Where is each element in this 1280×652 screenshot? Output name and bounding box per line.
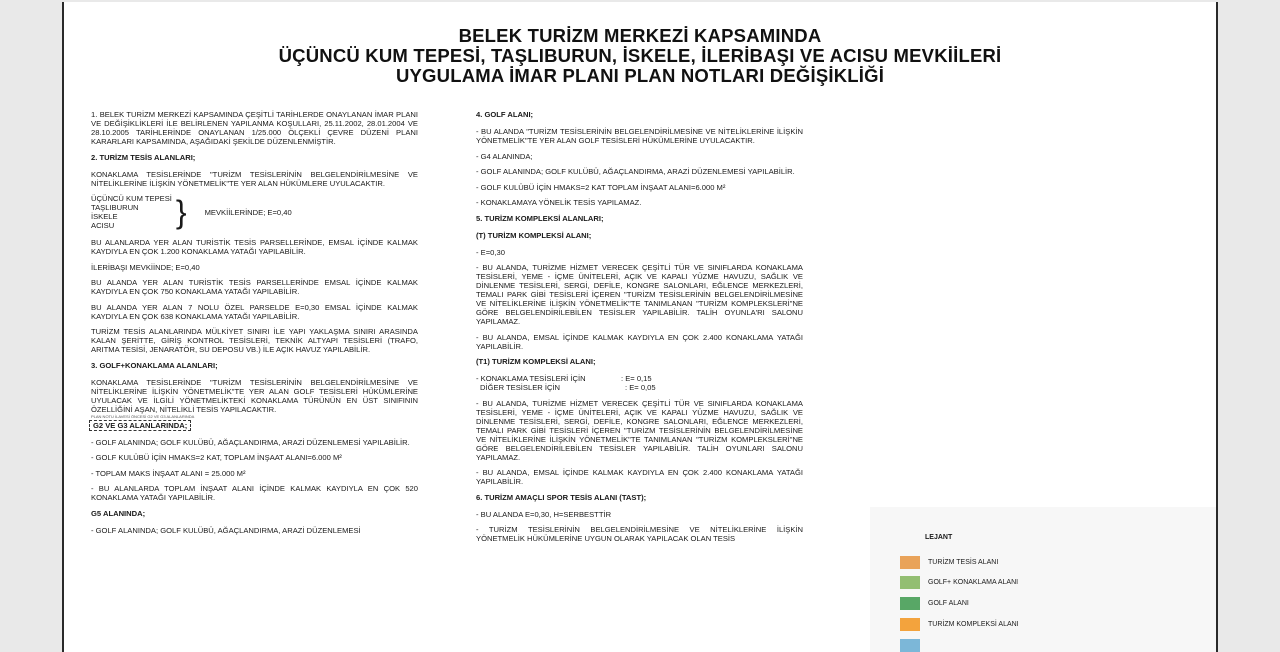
legend-swatch xyxy=(900,618,920,631)
legend-swatch xyxy=(900,556,920,569)
note-t1-description: - BU ALANDA, TURİZME HİZMET VERECEK ÇEŞİTLİ TÜR VE SINIFLARDA KONAKLAMA TESİSLERİ, YEME - İÇME ÜNİTELERİ, AÇIK VE KAPALI YÜZME HAVUZU, SAĞLIK VE DİNLENME TESİSLERİ, SERGİ, DEFİLE, KONGRE SALONLARI, EĞLENCE MERKEZLERİ, TEMALI PARK GİBİ TESİSLERİ İÇEREN "TURİZM TESİSLERİNİN BELGELENDİRİLMESİNE VE NİTELİKLERİNE İLİŞKİN YÖNETMELİK"TE TANIMLANAN "TURİZM KOMPLEKSLERİ"NE GÖRE BELGELENDİRİLEBİLEN TESİSLER YAPILABİLİR. TALİH OYUNLARI SALONU YAPILAMAZ. xyxy=(476,398,803,462)
note-total-area: - TOPLAM MAKS İNŞAAT ALANI = 25.000 M² xyxy=(91,468,246,478)
legend-label: GOLF ALANI xyxy=(928,599,969,607)
legend-swatch xyxy=(900,639,920,652)
t1-ratio-row xyxy=(476,383,803,392)
note-t-emsal: - E=0,30 xyxy=(476,247,505,257)
legend-item xyxy=(900,575,1018,589)
note-golf-club-height: - GOLF KULÜBÜ İÇİN HMAKS=2 KAT, TOPLAM İNŞAAT ALANI=6.000 M² xyxy=(91,453,342,462)
section-heading-6: 6. TURİZM AMAÇLI SPOR TESİS ALANI (TAST); xyxy=(476,492,647,502)
note-ileribasi: İLERİBAŞI MEVKİİNDE; E=0,40 xyxy=(91,262,200,272)
legend-label: GOLF+ KONAKLAMA ALANI xyxy=(928,578,1019,586)
note-setback: TURİZM TESİS ALANLARINDA MÜLKİYET SINIRI İLE YAPI YAKLAŞMA SINIRI ARASINDA KALAN ŞERİTTE, GİRİŞ KONTROL TESİSLERİ, TEKNİK ALTYAPI TESİSLERİ (TRAFO, ARITMA TESİSİ, JENARATÖR, SU DEPOSU VB.) İLE AÇIK HAVUZ YAPILABİLİR. xyxy=(91,327,418,354)
legend-item xyxy=(900,555,998,569)
legend-swatch xyxy=(900,597,920,610)
note-t1-beds: - BU ALANDA, EMSAL İÇİNDE KALMAK KAYDIYLA EN ÇOK 2.400 KONAKLAMA YATAĞI YAPILABİLİR. xyxy=(476,468,803,486)
legend-label: TURİZM KOMPLEKSİ ALANI xyxy=(928,620,1019,628)
note-golf-club: - GOLF ALANINDA; GOLF KULÜBÜ, AĞAÇLANDIRMA, ARAZİ DÜZENLEMESİ YAPILABİLİR. xyxy=(91,437,410,447)
note-parcel-7: BU ALANDA YER ALAN 7 NOLU ÖZEL PARSELDE E=0,30 EMSAL İÇİNDE KALMAK KAYDIYLA EN ÇOK 638 KONAKLAMA YATAĞI YAPILABİLİR. xyxy=(91,302,418,321)
g5-heading: G5 ALANINDA; xyxy=(91,508,146,518)
legend-title: LEJANT xyxy=(925,534,953,541)
note-t-description: - BU ALANDA, TURİZME HİZMET VERECEK ÇEŞİTLİ TÜR VE SINIFLARDA KONAKLAMA TESİSLERİ, YEME - İÇME ÜNİTELERİ, AÇIK VE KAPALI YÜZME HAVUZU, SAĞLIK VE DİNLENME TESİSLERİ, SERGİ, DEFİLE, KONGRE SALONLARI, EĞLENCE MERKEZLERİ, TEMALI PARK GİBİ TESİSLERİ İÇEREN "TURİZM TESİSLERİNİN BELGELENDİRİLMESİNE VE NİTELİKLERİNE İLİŞKİN YÖNETMELİK"TE TANIMLANAN "TURİZM KOMPLEKSLERİ"NE GÖRE BELGELENDİRİLEBİLEN TESİSLER YAPILABİLİR. TALİH OYUNLA'RI SALONU YAPILAMAZ. xyxy=(476,263,803,326)
note-beds-1200: BU ALANLARDA YER ALAN TURİSTİK TESİS PARSELLERİNDE, EMSAL İÇİNDE KALMAK KAYDIYLA EN ÇOK 1.200 KONAKLAMA YATAĞI YAPILABİLİR. xyxy=(91,238,418,256)
t1-ratio-label: - KONAKLAMA TESİSLERİ İÇİN xyxy=(476,374,586,383)
legend-item xyxy=(900,596,969,610)
note-golf-accommodation: KONAKLAMA TESİSLERİNDE "TURİZM TESİSLERİNİN BELGELENDİRİLMESİNE VE NİTELİKLERİNE İLİŞKİN YÖNETMELİK"TE YER ALAN GOLF TESİSLERİ HÜKÜMLERİNE UYULACAK VE İLGİLİ YÖNETMELİKTEKİ KONAKLAMA TÜRÜNÜN EN ÜST SINIFININ ÖZELLİĞİNİ AŞAN, NİTELİKLİ TESİS YAPILACAKTIR. xyxy=(91,377,418,414)
legend-label: TURİZM TESİS ALANI xyxy=(928,558,999,566)
note-t-beds: - BU ALANDA, EMSAL İÇİNDE KALMAK KAYDIYLA EN ÇOK 2.400 KONAKLAMA YATAĞI YAPILABİLİR. xyxy=(476,332,803,351)
document-title xyxy=(64,26,1216,86)
note-1: 1. BELEK TURİZM MERKEZİ KAPSAMINDA ÇEŞİTLİ TARİHLERDE ONAYLANAN İMAR PLANI VE DEĞİŞİKLİKLERİ İLE BELİRLENEN YAPILANMA KOŞULLARI, 25.11.2002, 28.01.2004 VE 28.10.2005 TARİHLERİNDE ONAYLANAN 1/25.000 ÖLÇEKLİ ÇEVRE DÜZENİ PLANI KARARLARI KAPSAMINDA, AŞAĞIDAKİ ŞEKİLDE DÜZENLENMİŞTİR. xyxy=(91,110,418,146)
subsection-t: (T) TURİZM KOMPLEKSİ ALANI; xyxy=(476,230,592,240)
section-heading-5: 5. TURİZM KOMPLEKSİ ALANLARI; xyxy=(476,213,604,223)
right-column xyxy=(476,110,803,550)
tiny-annotation: PLAN NOTU İLAVESİ ÖNCESİ G2 VE G3 ALANLARINDA xyxy=(91,413,195,419)
legend-item xyxy=(900,617,1019,631)
t1-ratio-value: : E= 0,15 xyxy=(621,374,652,383)
locality-group xyxy=(91,194,418,230)
note-beds-520: - BU ALANLARDA TOPLAM İNŞAAT ALANI İÇİNDE KALMAK KAYDIYLA EN ÇOK 520 KONAKLAMA YATAĞI YAPILABİLİR. xyxy=(91,484,418,502)
note-g4: - G4 ALANINDA; xyxy=(476,151,533,161)
brace-symbol: } xyxy=(175,194,187,230)
title-line-1: BELEK TURİZM MERKEZİ KAPSAMINDA xyxy=(458,25,822,46)
plan-notes-sheet xyxy=(62,2,1218,652)
legend-swatch xyxy=(900,576,920,589)
note-beds-750: BU ALANDA YER ALAN TURİSTİK TESİS PARSELLERİNDE EMSAL İÇİNDE KALMAK KAYDIYLA EN ÇOK 750 KONAKLAMA YATAĞI YAPILABİLİR. xyxy=(91,278,418,296)
title-line-2: ÜÇÜNCÜ KUM TEPESİ, TAŞLIBURUN, İSKELE, İLERİBAŞI VE ACISU MEVKİİLERİ xyxy=(278,45,1002,66)
section-heading-4: 4. GOLF ALANI; xyxy=(476,110,534,119)
t1-ratio-label: DİĞER TESİSLER İÇİN xyxy=(480,383,561,392)
note-tast-emsal: - BU ALANDA E=0,30, H=SERBESTTİR xyxy=(476,509,612,519)
note-accommodation: KONAKLAMA TESİSLERİNDE "TURİZM TESİSLERİNİN BELGELENDİRİLMESİNE VE NİTELİKLERİNE İLİŞKİN YÖNETMELİK"TE YER ALAN HÜKÜMLERE UYULACAKTIR. xyxy=(91,169,418,188)
locality-item: TAŞLIBURUN xyxy=(91,203,139,212)
note-golf-regulation: - BU ALANDA "TURİZM TESİSLERİNİN BELGELENDİRİLMESİNE VE NİTELİKLERİNE İLİŞKİN YÖNETMELİK"TE YER ALAN GOLF TESİSLERİ HÜKÜMLERİNE UYULACAKTIR. xyxy=(476,127,803,145)
note-g5-golf: - GOLF ALANINDA; GOLF KULÜBÜ, AĞAÇLANDIRMA, ARAZİ DÜZENLEMESİ xyxy=(91,525,361,535)
g2-g3-heading: G2 VE G3 ALANLARINDA; xyxy=(89,420,191,431)
note-g4-golf: - GOLF ALANINDA; GOLF KULÜBÜ, AĞAÇLANDIRMA, ARAZİ DÜZENLEMESİ YAPILABİLİR. xyxy=(476,167,795,176)
section-heading-3: 3. GOLF+KONAKLAMA ALANLARI; xyxy=(91,360,218,370)
title-line-3: UYGULAMA İMAR PLANI PLAN NOTLARI DEĞİŞİKLİĞİ xyxy=(395,65,885,86)
locality-item: ACISU xyxy=(91,221,115,230)
locality-value: MEVKİİLERİNDE; E=0,40 xyxy=(204,207,292,217)
note-g4-club: - GOLF KULÜBÜ İÇİN HMAKS=2 KAT TOPLAM İNŞAAT ALANI=6.000 M² xyxy=(476,182,726,192)
locality-item: İSKELE xyxy=(91,212,118,221)
t1-ratio-row xyxy=(476,374,803,383)
subsection-t1: (T1) TURİZM KOMPLEKSİ ALANI; xyxy=(476,357,596,366)
note-no-accommodation: - KONAKLAMAYA YÖNELİK TESİS YAPILAMAZ. xyxy=(476,198,642,207)
left-column xyxy=(91,110,418,541)
legend-item xyxy=(900,638,928,652)
section-heading-2: 2. TURİZM TESİS ALANLARI; xyxy=(91,152,196,162)
t1-ratio-value: : E= 0,05 xyxy=(625,383,656,392)
locality-item: ÜÇÜNCÜ KUM TEPESİ xyxy=(91,194,172,203)
locality-list xyxy=(91,194,172,230)
legend-panel xyxy=(870,507,1218,652)
note-tast-regulation: - TURİZM TESİSLERİNİN BELGELENDİRİLMESİNE VE NİTELİKLERİNE İLİŞKİN YÖNETMELİK HÜKÜMLERİNE UYGUN OLARAK YAPILACAK OLAN TESİS xyxy=(476,525,803,543)
